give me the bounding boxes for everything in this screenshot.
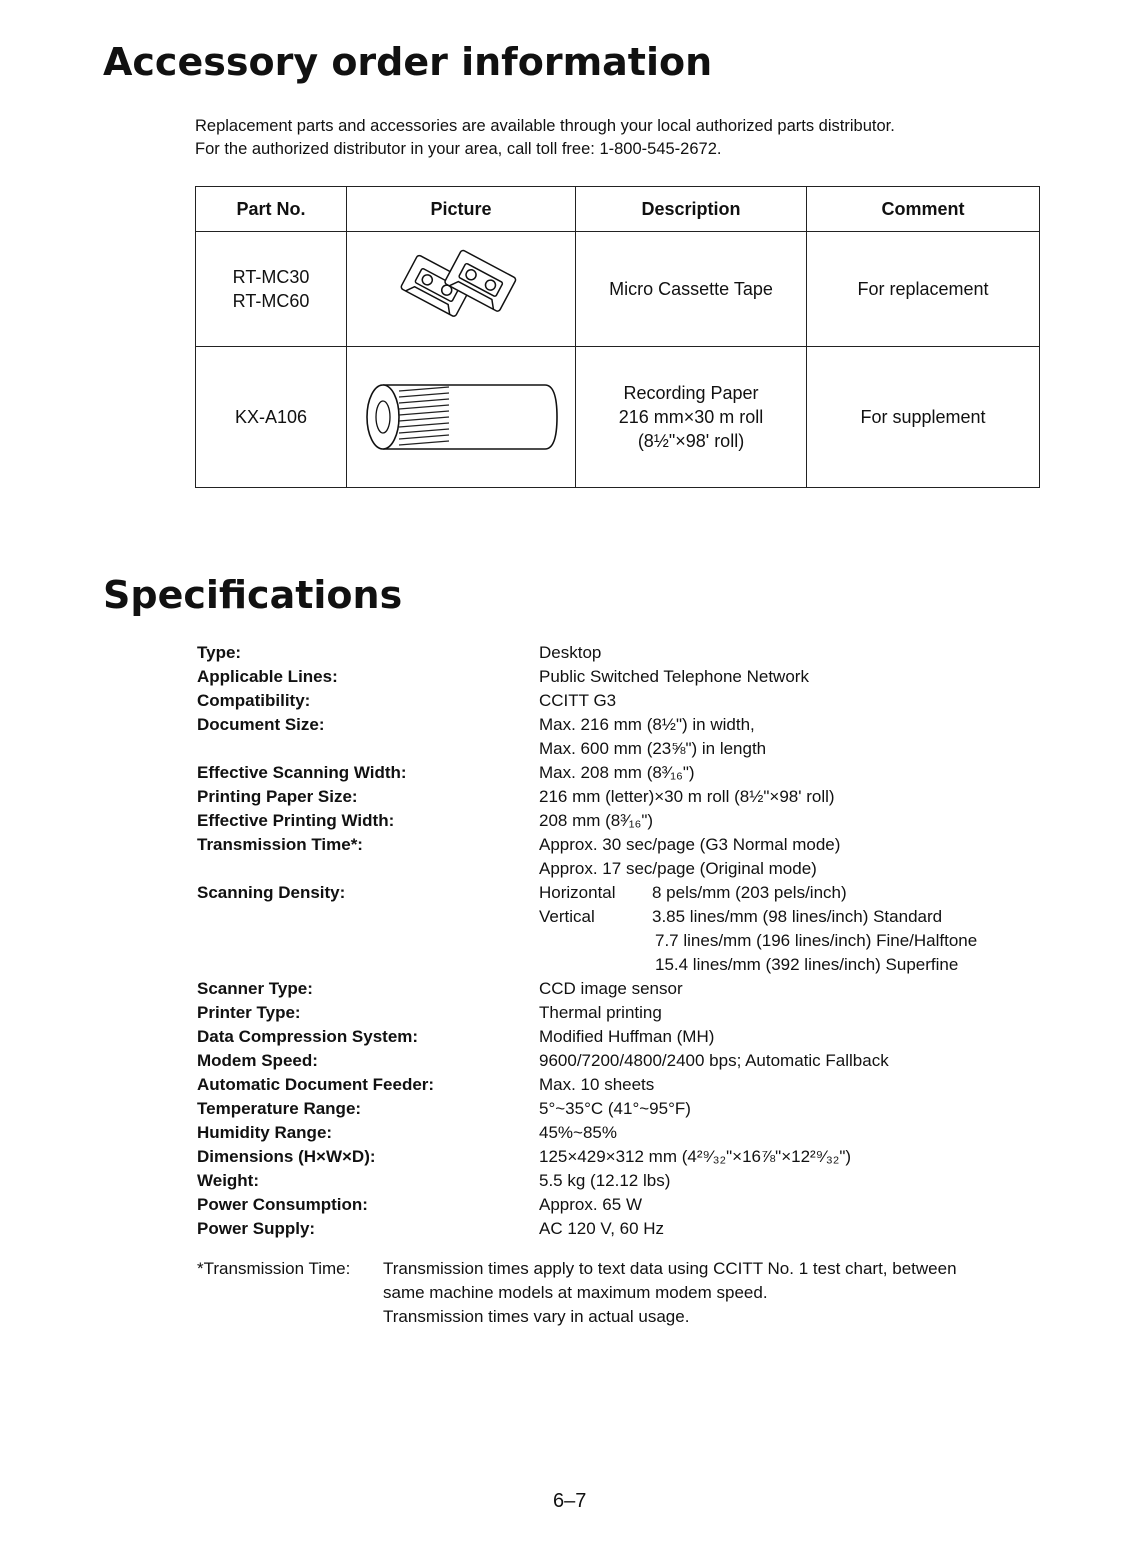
header-comment: Comment [807, 187, 1040, 232]
header-picture: Picture [347, 187, 576, 232]
spec-value: 216 mm (letter)×30 m roll (8½"×98' roll) [539, 787, 835, 806]
spec-label: Scanner Type: [197, 979, 313, 998]
spec-value: Max. 600 mm (23⅝") in length [539, 739, 767, 758]
table-row [196, 347, 1040, 488]
spec-label: Scanning Density: [197, 883, 346, 902]
footnote-line: Transmission times vary in actual usage. [383, 1307, 690, 1326]
description-cell [576, 347, 807, 488]
spec-value: Max. 208 mm (8³⁄₁₆") [539, 763, 695, 782]
footnote-label: *Transmission Time: [197, 1259, 351, 1278]
spec-value: 5°~35°C (41°~95°F) [539, 1099, 691, 1118]
part-no-cell [196, 232, 347, 347]
spec-value: Max. 216 mm (8½") in width, [539, 715, 755, 734]
spec-label: Temperature Range: [197, 1099, 362, 1118]
spec-value: Approx. 17 sec/page (Original mode) [539, 859, 817, 878]
spec-value: 15.4 lines/mm (392 lines/inch) Superfine [655, 955, 959, 974]
table-row [196, 232, 1040, 347]
spec-label: Applicable Lines: [197, 667, 338, 686]
spec-value: 7.7 lines/mm (196 lines/inch) Fine/Halftone [655, 931, 978, 950]
spec-value: CCITT G3 [539, 691, 617, 710]
footnote-line: same machine models at maximum modem speed. [383, 1283, 768, 1302]
paper-roll-image [361, 379, 561, 455]
table-header-row [196, 187, 1040, 232]
spec-value: AC 120 V, 60 Hz [539, 1219, 665, 1238]
spec-label: Weight: [197, 1171, 260, 1190]
spec-label: Power Supply: [197, 1219, 316, 1238]
spec-value: Max. 10 sheets [539, 1075, 655, 1094]
spec-value: Modified Huffman (MH) [539, 1027, 715, 1046]
part-no-cell [196, 347, 347, 488]
spec-label: Effective Printing Width: [197, 811, 395, 830]
comment-text: For replacement [857, 279, 989, 299]
accessory-table [195, 186, 1040, 488]
spec-value: Desktop [539, 643, 602, 662]
part-number: RT-MC60 [232, 291, 310, 311]
spec-value: Vertical [539, 907, 595, 926]
cassette-tape-image [396, 249, 526, 329]
spec-value: Horizontal [539, 883, 616, 902]
spec-label: Effective Scanning Width: [197, 763, 407, 782]
description-text: 216 mm×30 m roll [618, 407, 764, 427]
spec-value: Approx. 65 W [539, 1195, 642, 1214]
description-text: (8½"×98' roll) [637, 431, 745, 451]
spec-label: Dimensions (H×W×D): [197, 1147, 376, 1166]
header-part-no: Part No. [196, 187, 347, 232]
comment-text: For supplement [860, 407, 986, 427]
spec-label: Document Size: [197, 715, 325, 734]
picture-cell [347, 232, 576, 347]
description-text: Micro Cassette Tape [609, 279, 773, 299]
spec-value: 125×429×312 mm (4²⁹⁄₃₂"×16⅞"×12²⁹⁄₃₂") [539, 1147, 852, 1166]
intro-line-2: For the authorized distributor in your area, call toll free: 1-800-545-2672. [195, 140, 722, 158]
picture-cell [347, 347, 576, 488]
spec-value: CCD image sensor [539, 979, 683, 998]
spec-value: 45%~85% [539, 1123, 617, 1142]
header-description: Description [576, 187, 807, 232]
spec-label: Compatibility: [197, 691, 311, 710]
description-text: Recording Paper [623, 383, 759, 403]
intro-line-1: Replacement parts and accessories are available through your local authorized parts distributor. [195, 117, 895, 135]
spec-label: Automatic Document Feeder: [197, 1075, 435, 1094]
spec-value: Public Switched Telephone Network [539, 667, 809, 686]
spec-label: Type: [197, 643, 242, 662]
footnote-line: Transmission times apply to text data using CCITT No. 1 test chart, between [383, 1259, 957, 1278]
spec-label: Transmission Time*: [197, 835, 363, 854]
spec-value: 8 pels/mm (203 pels/inch) [652, 883, 847, 902]
spec-label: Printing Paper Size: [197, 787, 358, 806]
specifications-title: Specifications [103, 573, 403, 617]
spec-value: 3.85 lines/mm (98 lines/inch) Standard [652, 907, 943, 926]
part-number: KX-A106 [234, 407, 308, 427]
part-number: RT-MC30 [232, 267, 310, 287]
spec-label: Modem Speed: [197, 1051, 318, 1070]
spec-label: Power Consumption: [197, 1195, 368, 1214]
spec-label: Printer Type: [197, 1003, 301, 1022]
spec-value: 208 mm (8³⁄₁₆") [539, 811, 654, 830]
spec-value: 9600/7200/4800/2400 bps; Automatic Fallback [539, 1051, 889, 1070]
spec-value: 5.5 kg (12.12 lbs) [539, 1171, 671, 1190]
description-cell [576, 232, 807, 347]
spec-label: Data Compression System: [197, 1027, 419, 1046]
spec-label: Humidity Range: [197, 1123, 333, 1142]
comment-cell [807, 232, 1040, 347]
page-number: 6–7 [553, 1490, 587, 1512]
spec-value: Thermal printing [539, 1003, 662, 1022]
accessory-title: Accessory order information [103, 40, 713, 84]
spec-value: Approx. 30 sec/page (G3 Normal mode) [539, 835, 841, 854]
comment-cell [807, 347, 1040, 488]
